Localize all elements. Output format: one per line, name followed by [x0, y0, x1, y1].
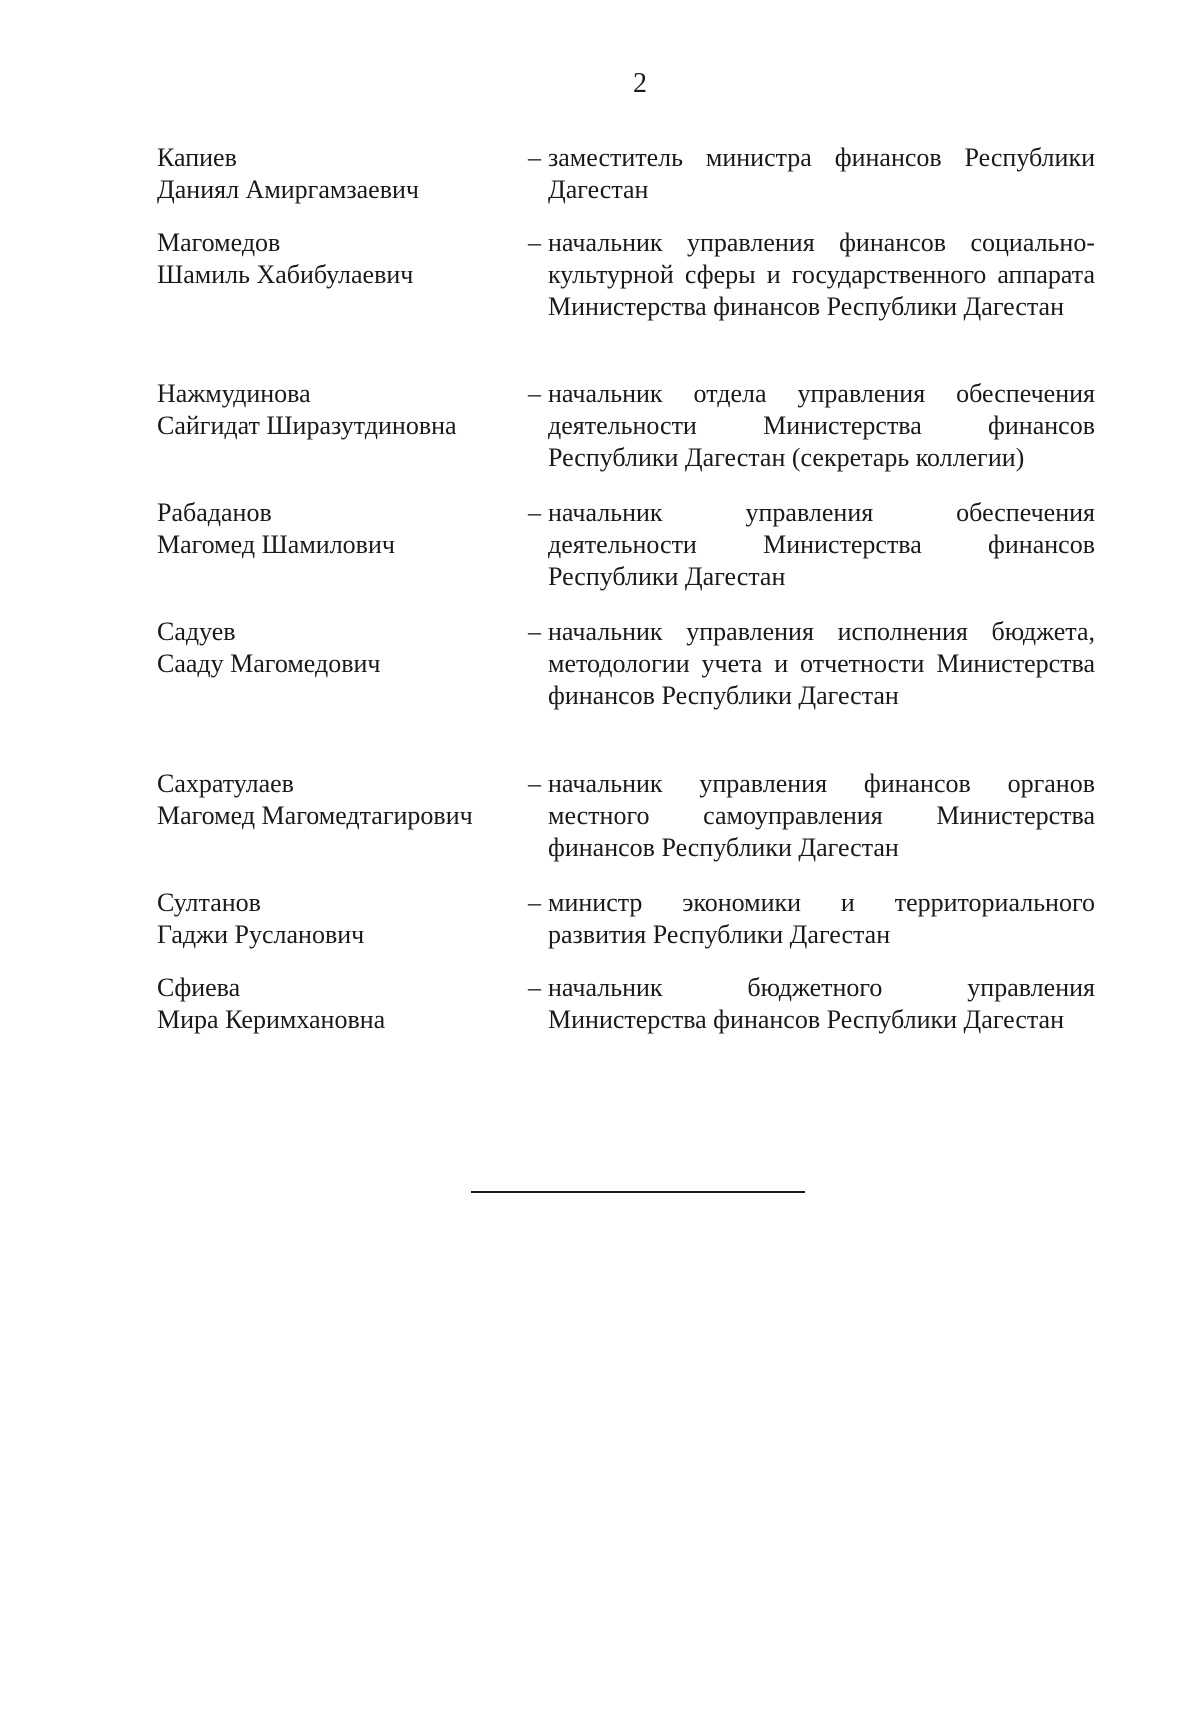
member-given-names: Мира Керимхановна	[157, 1005, 386, 1034]
member-given-names: Даниял Амиргамзаевич	[157, 175, 419, 204]
page-number: 2	[633, 68, 647, 99]
member-name	[157, 972, 517, 1036]
member-position: начальник бюджетного управления Министерства финансов Республики Дагестан	[548, 973, 1095, 1034]
member-given-names: Шамиль Хабибулаевич	[157, 260, 414, 289]
member-position: начальник отдела управления обеспечения деятельности Министерства финансов Республики Дагестан (секретарь коллегии)	[548, 379, 1095, 472]
member-position: начальник управления финансов органов местного самоуправления Министерства финансов Республики Дагестан	[548, 769, 1095, 862]
member-given-names: Сайгидат Ширазутдиновна	[157, 411, 457, 440]
member-surname: Сахратулаев	[157, 769, 294, 798]
member-position: начальник управления обеспечения деятельности Министерства финансов Республики Дагестан	[548, 498, 1095, 591]
member-position: начальник управления исполнения бюджета, методологии учета и отчетности Министерства финансов Республики Дагестан	[548, 617, 1095, 710]
member-position: министр экономики и территориального развития Республики Дагестан	[548, 888, 1095, 949]
member-surname: Сфиева	[157, 973, 241, 1002]
member-name	[157, 616, 517, 680]
member-surname: Султанов	[157, 888, 261, 917]
member-surname: Нажмудинова	[157, 379, 311, 408]
member-given-names: Сааду Магомедович	[157, 649, 381, 678]
dash-separator: –	[528, 973, 541, 1002]
dash-separator: –	[528, 498, 541, 527]
dash-separator: –	[528, 379, 541, 408]
member-name	[157, 227, 517, 291]
member-given-names: Гаджи Русланович	[157, 920, 365, 949]
dash-separator: –	[528, 769, 541, 798]
member-surname: Магомедов	[157, 228, 281, 257]
closing-rule	[471, 1191, 805, 1193]
member-surname: Садуев	[157, 617, 236, 646]
member-name	[157, 142, 517, 206]
member-position: заместитель министра финансов Республики Дагестан	[548, 143, 1095, 204]
member-surname: Капиев	[157, 143, 237, 172]
member-name	[157, 378, 517, 442]
dash-separator: –	[528, 617, 541, 646]
member-position: начальник управления финансов социально-культурной сферы и государственного аппарата Министерства финансов Республики Дагестан	[548, 228, 1095, 321]
member-name	[157, 497, 517, 561]
member-surname: Рабаданов	[157, 498, 272, 527]
member-given-names: Магомед Магомедтагирович	[157, 801, 473, 830]
member-name	[157, 887, 517, 951]
dash-separator: –	[528, 228, 541, 257]
dash-separator: –	[528, 888, 541, 917]
dash-separator: –	[528, 143, 541, 172]
member-given-names: Магомед Шамилович	[157, 530, 395, 559]
member-name	[157, 768, 517, 832]
